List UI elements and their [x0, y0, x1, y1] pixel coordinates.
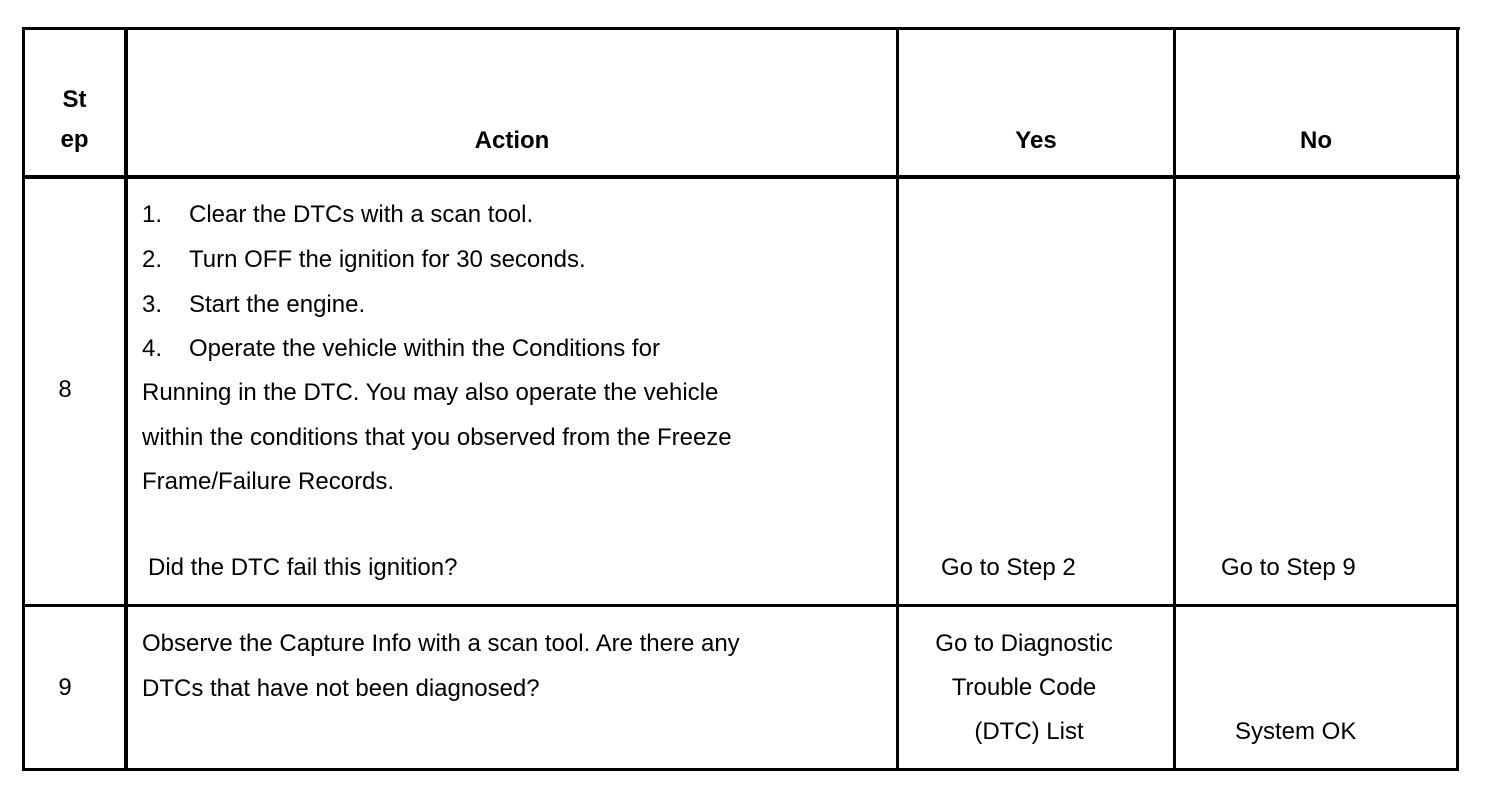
list-item-number: 3.	[142, 291, 163, 318]
table-right-border	[1456, 27, 1459, 771]
list-item-number: 2.	[142, 246, 163, 273]
action-line: DTCs that have not been diagnosed?	[142, 674, 540, 702]
list-item-text: Clear the DTCs with a scan tool.	[189, 201, 534, 228]
table-bottom-border	[22, 768, 1458, 771]
list-item	[142, 327, 660, 371]
header-no: No	[1300, 127, 1332, 154]
list-item-number: 4.	[142, 335, 163, 362]
list-item	[142, 238, 586, 282]
list-item-text: Start the engine.	[189, 291, 366, 318]
yes-result: Go to Step 2	[941, 554, 1076, 581]
action-text	[142, 622, 740, 711]
action-continuation-text	[142, 371, 732, 505]
action-line: Observe the Capture Info with a scan tool. Are there any	[142, 630, 740, 657]
list-item-number: 1.	[142, 201, 163, 228]
header-step	[25, 80, 124, 160]
list-item	[142, 283, 365, 327]
yes-result	[899, 622, 1149, 754]
list-item-text: Operate the vehicle within the Conditions for	[189, 335, 660, 362]
action-continuation-line: Frame/Failure Records.	[142, 468, 395, 495]
list-item	[142, 193, 533, 237]
list-item-text: Turn OFF the ignition for 30 seconds.	[189, 246, 586, 273]
action-continuation-line: Running in the DTC. You may also operate the vehicle	[142, 379, 719, 406]
action-continuation-line: within the conditions that you observed from the Freeze	[142, 423, 732, 451]
no-result: Go to Step 9	[1221, 554, 1356, 581]
header-bottom-border	[22, 175, 1460, 179]
yes-result-line: Trouble Code	[951, 674, 1097, 701]
header-step-line2: ep	[60, 126, 89, 153]
action-question: Did the DTC fail this ignition?	[148, 554, 458, 581]
table-top-border	[22, 27, 1460, 30]
header-step-line1: St	[62, 86, 87, 113]
step-number: 9	[58, 674, 72, 701]
header-yes: Yes	[1015, 127, 1057, 154]
no-result: System OK	[1235, 718, 1357, 745]
step-number: 8	[58, 376, 72, 403]
header-action: Action	[474, 127, 550, 154]
yes-result-line: (DTC) List	[974, 718, 1084, 745]
yes-result-line: Go to Diagnostic	[935, 630, 1113, 657]
row-divider	[22, 604, 1458, 607]
